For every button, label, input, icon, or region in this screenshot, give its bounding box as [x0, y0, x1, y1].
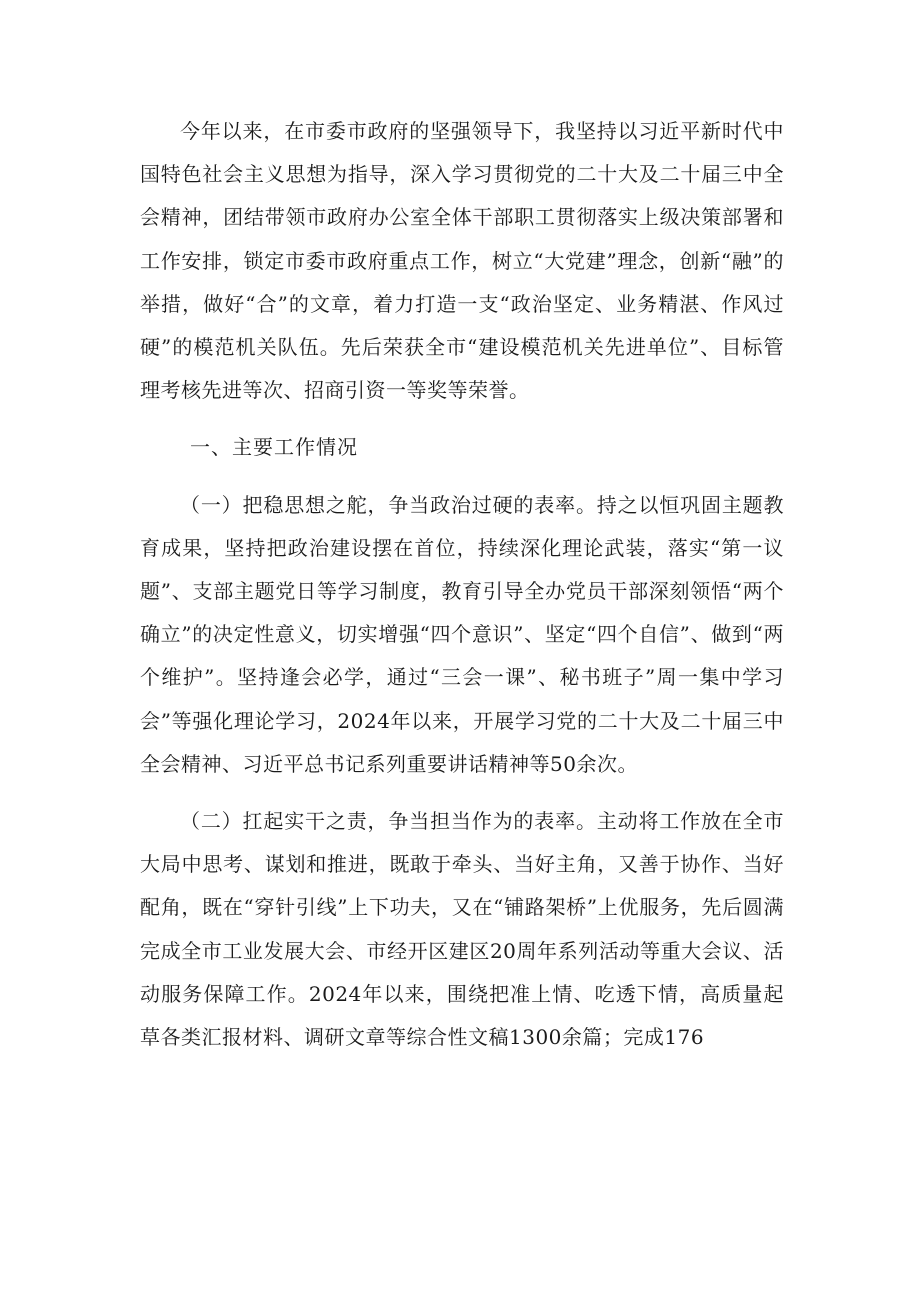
paragraph-gap: [140, 470, 784, 484]
work-item-1-paragraph: （一）把稳思想之舵，争当政治过硬的表率。持之以恒巩固主题教育成果，坚持把政治建设摆在首位，持续深化理论武装，落实“第一议题”、支部主题党日等学习制度，教育引导全办党员干部深刻领悟“两个确立”的决定性意义，切实增强“四个意识”、坚定“四个自信”、做到“两个维护”。坚持逢会必学，通过“三会一课”、秘书班子”周一集中学习会”等强化理论学习，2024年以来，开展学习党的二十大及二十届三中全会精神、习近平总书记系列重要讲话精神等50余次。: [140, 492, 784, 776]
section-heading: 一、主要工作情况: [190, 435, 358, 460]
intro-paragraph: 今年以来，在市委市政府的坚强领导下，我坚持以习近平新时代中国特色社会主义思想为指导，深入学习贯彻党的二十大及二十届三中全会精神，团结带领市政府办公室全体干部职工贯彻落实上级决策部署和工作安排，锁定市委市政府重点工作，树立“大党建”理念，创新“融”的举措，做好“合”的文章，着力打造一支“政治坚定、业务精湛、作风过硬”的模范机关队伍。先后荣获全市“建设模范机关先进单位”、目标管理考核先进等次、招商引资一等奖等荣誉。: [140, 119, 784, 403]
paragraph-gap: [140, 412, 784, 426]
work-item-2-paragraph: （二）扛起实干之责，争当担当作为的表率。主动将工作放在全市大局中思考、谋划和推进，既敢于牵头、当好主角，又善于协作、当好配角，既在“穿针引线”上下功夫，又在“铺路架桥”上优服务，先后圆满完成全市工业发展大会、市经开区建区20周年系列活动等重大会议、活动服务保障工作。2024年以来，围绕把准上情、吃透下情，高质量起草各类汇报材料、调研文章等综合性文稿1300余篇；完成176: [140, 809, 784, 1050]
paragraph-gap: [140, 786, 784, 800]
document-body: [140, 110, 784, 1059]
